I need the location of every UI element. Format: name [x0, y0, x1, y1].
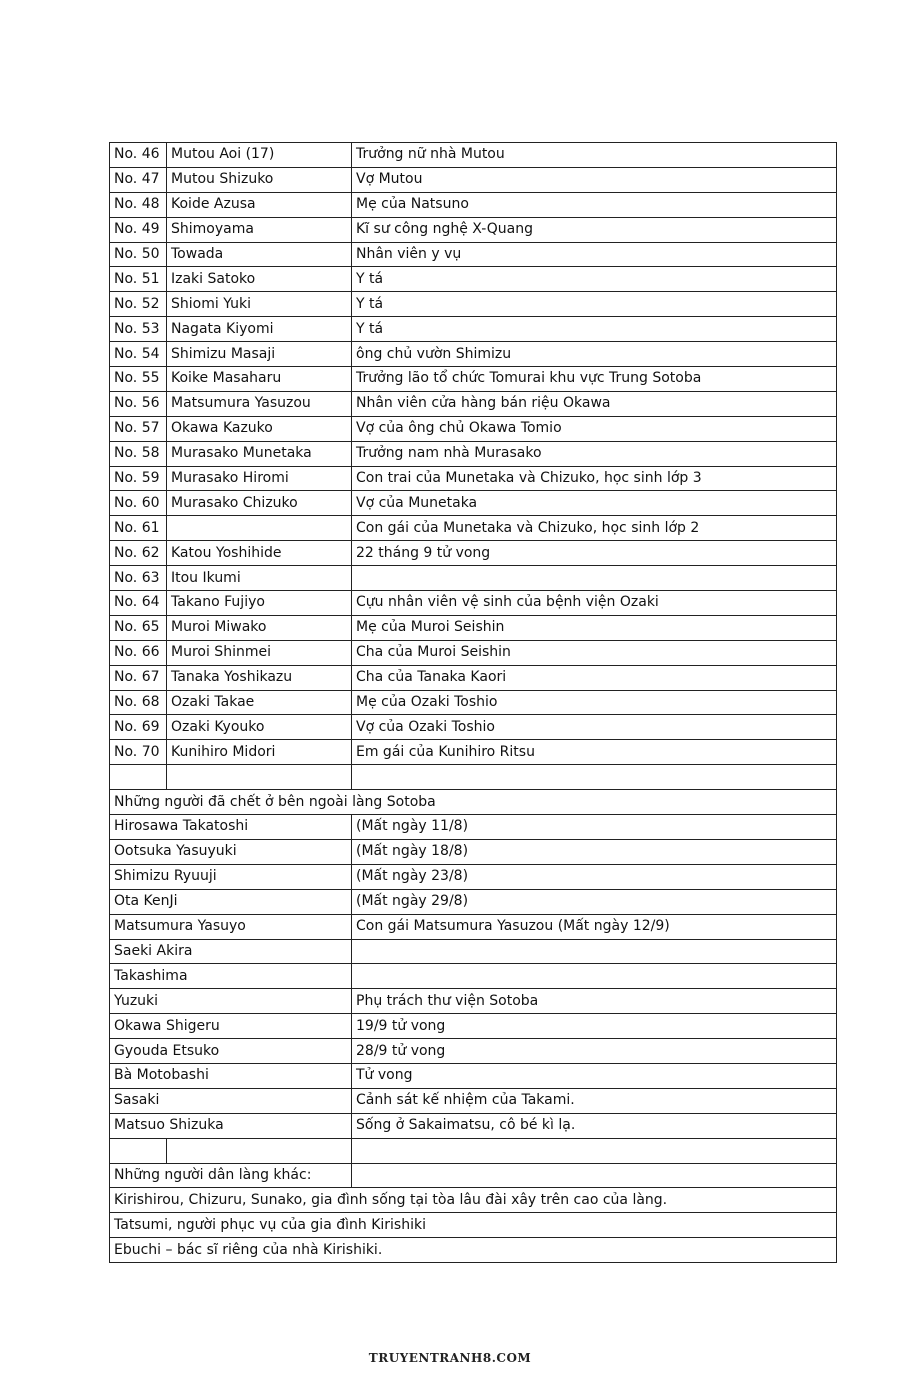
blank-cell — [167, 1138, 352, 1163]
entry-number: No. 53 — [110, 317, 167, 342]
table-row — [110, 864, 837, 889]
entry-description: 19/9 tử vong — [352, 1014, 837, 1039]
entry-description: Tử vong — [352, 1063, 837, 1088]
table-row — [110, 1213, 837, 1238]
entry-name: Shimoyama — [167, 217, 352, 242]
entry-name: Takashima — [110, 964, 352, 989]
blank-cell — [110, 1138, 167, 1163]
entry-number: No. 46 — [110, 143, 167, 168]
table-row — [110, 317, 837, 342]
entry-description: Em gái của Kunihiro Ritsu — [352, 740, 837, 765]
entry-name: Shimizu Ryuuji — [110, 864, 352, 889]
entry-number: No. 51 — [110, 267, 167, 292]
section-heading-row — [110, 1163, 837, 1188]
table-row — [110, 889, 837, 914]
entry-description: Mẹ của Ozaki Toshio — [352, 690, 837, 715]
entry-name: Matsumura Yasuyo — [110, 914, 352, 939]
entry-description: Vợ của ông chủ Okawa Tomio — [352, 416, 837, 441]
entry-number: No. 66 — [110, 640, 167, 665]
table-row — [110, 640, 837, 665]
section-heading-row — [110, 790, 837, 815]
table-row — [110, 566, 837, 591]
table-row — [110, 1088, 837, 1113]
entry-name: Sasaki — [110, 1088, 352, 1113]
entry-description: Trưởng nam nhà Murasako — [352, 441, 837, 466]
entry-name: Ootsuka Yasuyuki — [110, 839, 352, 864]
entry-description: Con gái của Munetaka và Chizuko, học sinh lớp 2 — [352, 516, 837, 541]
table-row — [110, 815, 837, 840]
spacer-row — [110, 1138, 837, 1163]
entry-name: Shiomi Yuki — [167, 292, 352, 317]
entry-number: No. 55 — [110, 367, 167, 392]
blank-cell — [110, 765, 167, 790]
villager-note: Ebuchi – bác sĩ riêng của nhà Kirishiki. — [110, 1238, 837, 1263]
entry-number: No. 58 — [110, 441, 167, 466]
site-watermark: TRUYENTRANH8.COM — [368, 1351, 532, 1365]
blank-cell — [167, 765, 352, 790]
section-heading-outside: Những người đã chết ở bên ngoài làng Sotoba — [110, 790, 837, 815]
table-row — [110, 416, 837, 441]
entry-name: Nagata Kiyomi — [167, 317, 352, 342]
entry-number: No. 65 — [110, 615, 167, 640]
villager-note: Kirishirou, Chizuru, Sunako, gia đình sống tại tòa lâu đài xây trên cao của làng. — [110, 1188, 837, 1213]
entry-description: 22 tháng 9 tử vong — [352, 541, 837, 566]
villager-note: Tatsumi, người phục vụ của gia đình Kirishiki — [110, 1213, 837, 1238]
entry-name: Murasako Hiromi — [167, 466, 352, 491]
table-row — [110, 541, 837, 566]
table-row — [110, 1014, 837, 1039]
entry-name: Kunihiro Midori — [167, 740, 352, 765]
table-row — [110, 466, 837, 491]
table-row — [110, 665, 837, 690]
entry-description: 28/9 tử vong — [352, 1039, 837, 1064]
entry-number: No. 61 — [110, 516, 167, 541]
entry-description: Cựu nhân viên vệ sinh của bệnh viện Ozaki — [352, 591, 837, 616]
entry-number: No. 67 — [110, 665, 167, 690]
character-table — [109, 142, 837, 1263]
entry-name: Ozaki Kyouko — [167, 715, 352, 740]
entry-description: Y tá — [352, 317, 837, 342]
table-row — [110, 267, 837, 292]
entry-number: No. 70 — [110, 740, 167, 765]
entry-number: No. 69 — [110, 715, 167, 740]
entry-description: Vợ của Munetaka — [352, 491, 837, 516]
table-row — [110, 1113, 837, 1138]
entry-number: No. 48 — [110, 192, 167, 217]
entry-number: No. 62 — [110, 541, 167, 566]
entry-description: Cha của Tanaka Kaori — [352, 665, 837, 690]
entry-description: (Mất ngày 18/8) — [352, 839, 837, 864]
entry-description: Kĩ sư công nghệ X-Quang — [352, 217, 837, 242]
entry-description: Cha của Muroi Seishin — [352, 640, 837, 665]
entry-name — [167, 516, 352, 541]
entry-description: Con trai của Munetaka và Chizuko, học sinh lớp 3 — [352, 466, 837, 491]
table-row — [110, 1063, 837, 1088]
table-row — [110, 839, 837, 864]
entry-name: Mutou Shizuko — [167, 167, 352, 192]
entry-name: Katou Yoshihide — [167, 541, 352, 566]
entry-name: Matsuo Shizuka — [110, 1113, 352, 1138]
entry-name: Mutou Aoi (17) — [167, 143, 352, 168]
entry-name: Izaki Satoko — [167, 267, 352, 292]
entry-description: Mẹ của Natsuno — [352, 192, 837, 217]
table-row — [110, 740, 837, 765]
table-row — [110, 1238, 837, 1263]
entry-name: Murasako Chizuko — [167, 491, 352, 516]
entry-number: No. 59 — [110, 466, 167, 491]
table-row — [110, 1188, 837, 1213]
entry-name: Koike Masaharu — [167, 367, 352, 392]
entry-description: Nhân viên y vụ — [352, 242, 837, 267]
table-row — [110, 167, 837, 192]
table-row — [110, 715, 837, 740]
entry-description: Y tá — [352, 292, 837, 317]
entry-number: No. 63 — [110, 566, 167, 591]
table-row — [110, 192, 837, 217]
blank-cell — [352, 765, 837, 790]
entry-description: Sống ở Sakaimatsu, cô bé kì lạ. — [352, 1113, 837, 1138]
table-row — [110, 939, 837, 964]
table-row — [110, 441, 837, 466]
table-row — [110, 516, 837, 541]
table-row — [110, 989, 837, 1014]
entry-number: No. 68 — [110, 690, 167, 715]
entry-description: ông chủ vườn Shimizu — [352, 342, 837, 367]
entry-description: (Mất ngày 11/8) — [352, 815, 837, 840]
entry-description: Cảnh sát kế nhiệm của Takami. — [352, 1088, 837, 1113]
table-row — [110, 342, 837, 367]
table-row — [110, 217, 837, 242]
entry-name: Towada — [167, 242, 352, 267]
entry-name: Tanaka Yoshikazu — [167, 665, 352, 690]
entry-number: No. 47 — [110, 167, 167, 192]
table-row — [110, 690, 837, 715]
entry-name: Shimizu Masaji — [167, 342, 352, 367]
table-row — [110, 391, 837, 416]
table-row — [110, 1039, 837, 1064]
entry-number: No. 64 — [110, 591, 167, 616]
table-row — [110, 292, 837, 317]
table-row — [110, 367, 837, 392]
entry-name: Saeki Akira — [110, 939, 352, 964]
entry-name: Takano Fujiyo — [167, 591, 352, 616]
entry-description: Nhân viên cửa hàng bán riệu Okawa — [352, 391, 837, 416]
entry-description: Vợ của Ozaki Toshio — [352, 715, 837, 740]
entry-number: No. 50 — [110, 242, 167, 267]
entry-name: Muroi Shinmei — [167, 640, 352, 665]
table-row — [110, 242, 837, 267]
entry-description — [352, 964, 837, 989]
entry-name: Gyouda Etsuko — [110, 1039, 352, 1064]
entry-description: Mẹ của Muroi Seishin — [352, 615, 837, 640]
entry-number: No. 60 — [110, 491, 167, 516]
entry-name: Itou Ikumi — [167, 566, 352, 591]
entry-number: No. 54 — [110, 342, 167, 367]
entry-name: Koide Azusa — [167, 192, 352, 217]
entry-description — [352, 566, 837, 591]
entry-description: Trưởng lão tổ chức Tomurai khu vực Trung Sotoba — [352, 367, 837, 392]
entry-name: Okawa Shigeru — [110, 1014, 352, 1039]
table-row — [110, 615, 837, 640]
table-row — [110, 964, 837, 989]
entry-name: Hirosawa Takatoshi — [110, 815, 352, 840]
table-row — [110, 591, 837, 616]
table-row — [110, 143, 837, 168]
entry-name: Bà Motobashi — [110, 1063, 352, 1088]
entry-description: Y tá — [352, 267, 837, 292]
blank-cell — [352, 1163, 837, 1188]
section-heading-other: Những người dân làng khác: — [110, 1163, 352, 1188]
entry-description: Trưởng nữ nhà Mutou — [352, 143, 837, 168]
entry-description — [352, 939, 837, 964]
entry-number: No. 49 — [110, 217, 167, 242]
table-row — [110, 491, 837, 516]
entry-number: No. 57 — [110, 416, 167, 441]
entry-description: Phụ trách thư viện Sotoba — [352, 989, 837, 1014]
entry-description: (Mất ngày 29/8) — [352, 889, 837, 914]
entry-number: No. 56 — [110, 391, 167, 416]
entry-description: (Mất ngày 23/8) — [352, 864, 837, 889]
entry-name: Muroi Miwako — [167, 615, 352, 640]
spacer-row — [110, 765, 837, 790]
character-table-body — [110, 143, 837, 1263]
entry-description: Con gái Matsumura Yasuzou (Mất ngày 12/9) — [352, 914, 837, 939]
entry-description: Vợ Mutou — [352, 167, 837, 192]
table-row — [110, 914, 837, 939]
entry-name: Murasako Munetaka — [167, 441, 352, 466]
entry-name: Ota KenJi — [110, 889, 352, 914]
entry-name: Matsumura Yasuzou — [167, 391, 352, 416]
entry-name: Yuzuki — [110, 989, 352, 1014]
blank-cell — [352, 1138, 837, 1163]
entry-name: Ozaki Takae — [167, 690, 352, 715]
entry-name: Okawa Kazuko — [167, 416, 352, 441]
entry-number: No. 52 — [110, 292, 167, 317]
